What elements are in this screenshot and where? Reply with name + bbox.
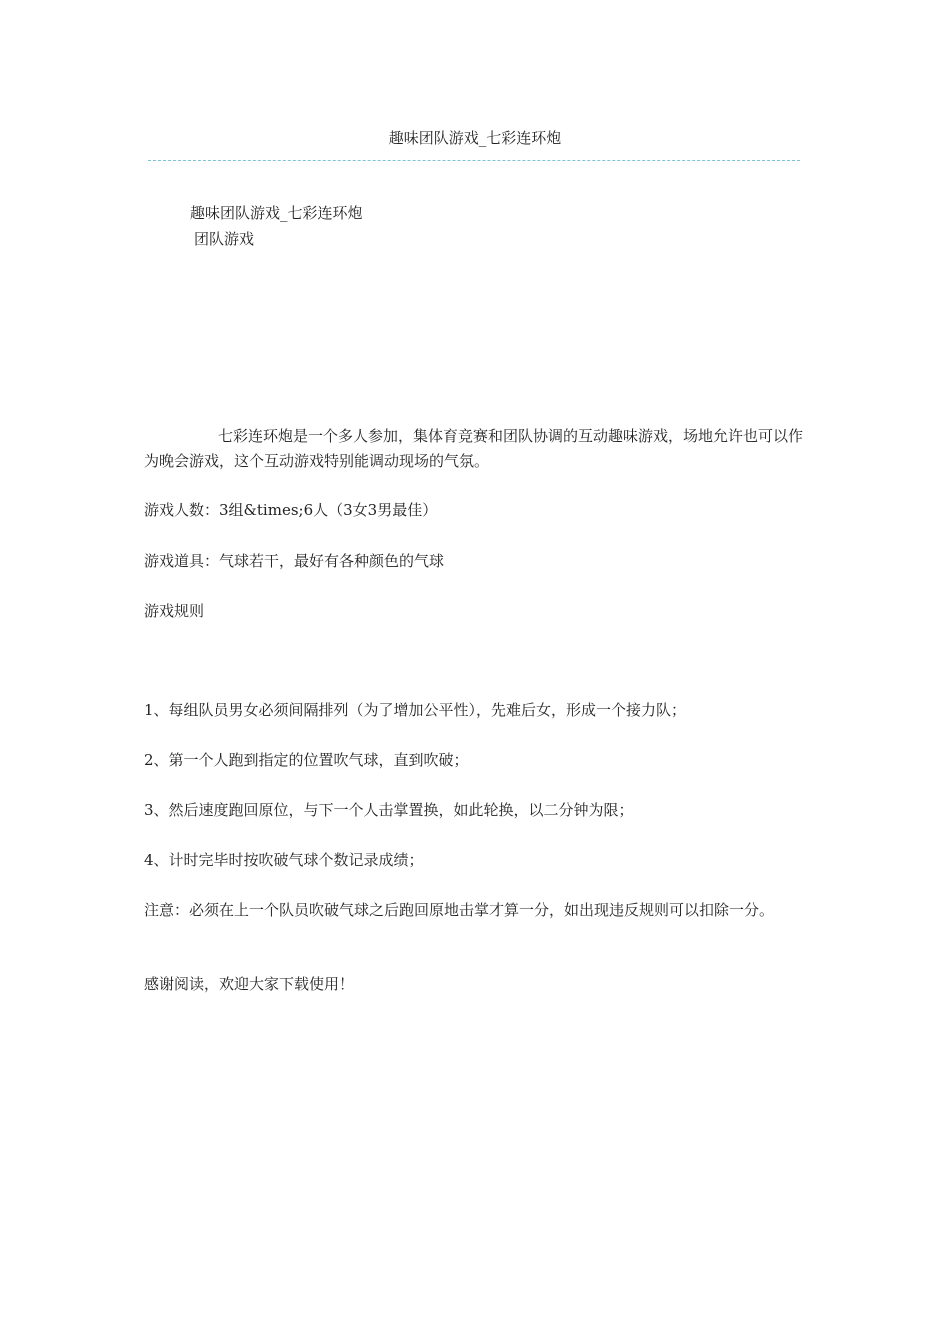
game-props: 游戏道具：气球若干，最好有各种颜色的气球 <box>144 552 445 570</box>
rule-item: 1、每组队员男女必须间隔排列（为了增加公平性），先难后女，形成一个接力队； <box>144 701 687 719</box>
document-subtitle: 趣味团队游戏_七彩连环炮 <box>190 204 363 222</box>
closing-text: 感谢阅读，欢迎大家下载使用！ <box>144 975 355 993</box>
note-paragraph: 注意：必须在上一个队员吹破气球之后跑回原地击掌才算一分，如出现违反规则可以扣除一分。 <box>144 901 775 919</box>
rule-item: 2、第一个人跑到指定的位置吹气球，直到吹破； <box>144 751 469 769</box>
rules-heading: 游戏规则 <box>144 602 205 620</box>
intro-paragraph: 七彩连环炮是一个多人参加，集体育竞赛和团队协调的互动趣味游戏，场地允许也可以作为晚会游戏，这个互动游戏特别能调动现场的气氛。 <box>144 427 804 470</box>
page-title: 趣味团队游戏_七彩连环炮 <box>388 129 562 147</box>
rule-item: 4、计时完毕时按吹破气球个数记录成绩； <box>144 851 424 869</box>
player-count: 游戏人数：3组&times;6人（3女3男最佳） <box>144 501 438 519</box>
rule-item: 3、然后速度跑回原位，与下一个人击掌置换，如此轮换，以二分钟为限； <box>144 801 634 819</box>
title-divider <box>148 160 800 161</box>
document-category: 团队游戏 <box>194 230 255 248</box>
